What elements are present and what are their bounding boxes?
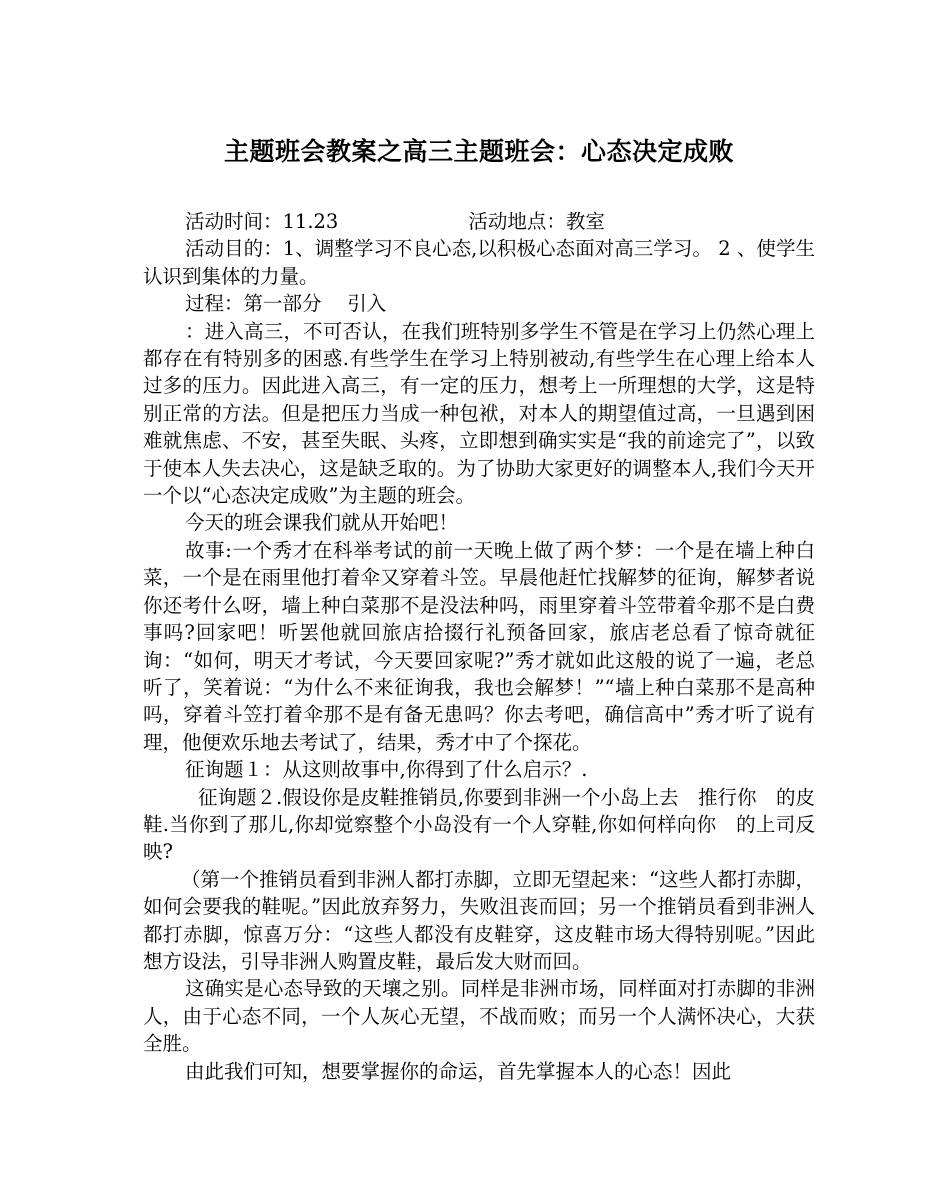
paragraph-process: 过程：第一部分 引入 bbox=[185, 292, 387, 316]
activity-place: 活动地点：教室 bbox=[468, 210, 605, 233]
paragraph-purpose: 活动目的：1、调整学习不良心态,以积极心态面对高三学习。 2 、使学生认识到集体的力量。 bbox=[143, 237, 815, 288]
paragraph-intro: ：进入高三，不可否认，在我们班特别多学生不管是在学习上仍然心理上都存在有特别多的困惑.有些学生在学习上特别被动,有些学生在心理上给本人过多的压力。因此进入高三，有一定的压力，想考上一所理想的大学，这是特别正常的方法。但是把压力当成一种包袱，对本人的期望值过高，一旦遇到困难就焦虑、不安，甚至失眠、头疼，立即想到确实实是“我的前途完了”，以致于使本人失去决心，这是缺乏取的。为了协助大家更好的调整本人,我们今天开一个以“心态决定成败”为主题的班会。 bbox=[143, 319, 815, 508]
paragraph-question-2: 征询题２.假设你是皮鞋推销员,你要到非洲一个小岛上去 推行你 的皮鞋.当你到了那儿,你却觉察整个小岛没有一个人穿鞋,你如何样向你 的上司反映? bbox=[143, 785, 815, 864]
document-title: 主题班会教案之高三主题班会：心态决定成败 bbox=[223, 137, 734, 166]
paragraph-story: 故事:一个秀才在科举考试的前一天晚上做了两个梦：一个是在墙上种白菜，一个是在雨里他打着伞又穿着斗笠。早晨他赶忙找解梦的征询，解梦者说你还考什么呀，墙上种白菜那不是没法种吗，雨里穿着斗笠带着伞那不是白费事吗?回家吧！听罢他就回旅店拾掇行礼预备回家，旅店老总看了惊奇就征询：“如何，明天才考试，今天要回家呢?”秀才就如此这般的说了一遍，老总听了，笑着说：“为什么不来征询我，我也会解梦！”“墙上种白菜那不是高种吗，穿着斗笠打着伞那不是有备无患吗？你去考吧，确信高中”秀才听了说有理，他便欢乐地去考试了，结果，秀才中了个探花。 bbox=[143, 538, 815, 754]
activity-meta-row bbox=[143, 208, 815, 235]
document-page bbox=[143, 0, 815, 1085]
paragraph-start: 今天的班会课我们就从开始吧！ bbox=[185, 511, 459, 535]
paragraph-salesmen: （第一个推销员看到非洲人都打赤脚，立即无望起来：“这些人都打赤脚，如何会要我的鞋呢。”因此放弃努力，失败沮丧而回；另一个推销员看到非洲人都打赤脚，惊喜万分：“这些人都没有皮鞋穿，这皮鞋市场大得特别呢。”因此想方设法，引导非洲人购置皮鞋，最后发大财而回。 bbox=[143, 867, 815, 973]
activity-time: 活动时间：11.23 bbox=[185, 210, 339, 233]
paragraph-difference: 这确实是心态导致的天壤之别。同样是非洲市场，同样面对打赤脚的非洲人，由于心态不同，一个人灰心无望，不战而败；而另一个人满怀决心，大获全胜。 bbox=[143, 977, 815, 1056]
paragraph-conclusion: 由此我们可知，想要掌握你的命运，首先掌握本人的心态！因此 bbox=[185, 1059, 732, 1083]
document-body bbox=[143, 208, 815, 1085]
paragraph-question-1: 征询题１：从这则故事中,你得到了什么启示？. bbox=[185, 758, 588, 782]
